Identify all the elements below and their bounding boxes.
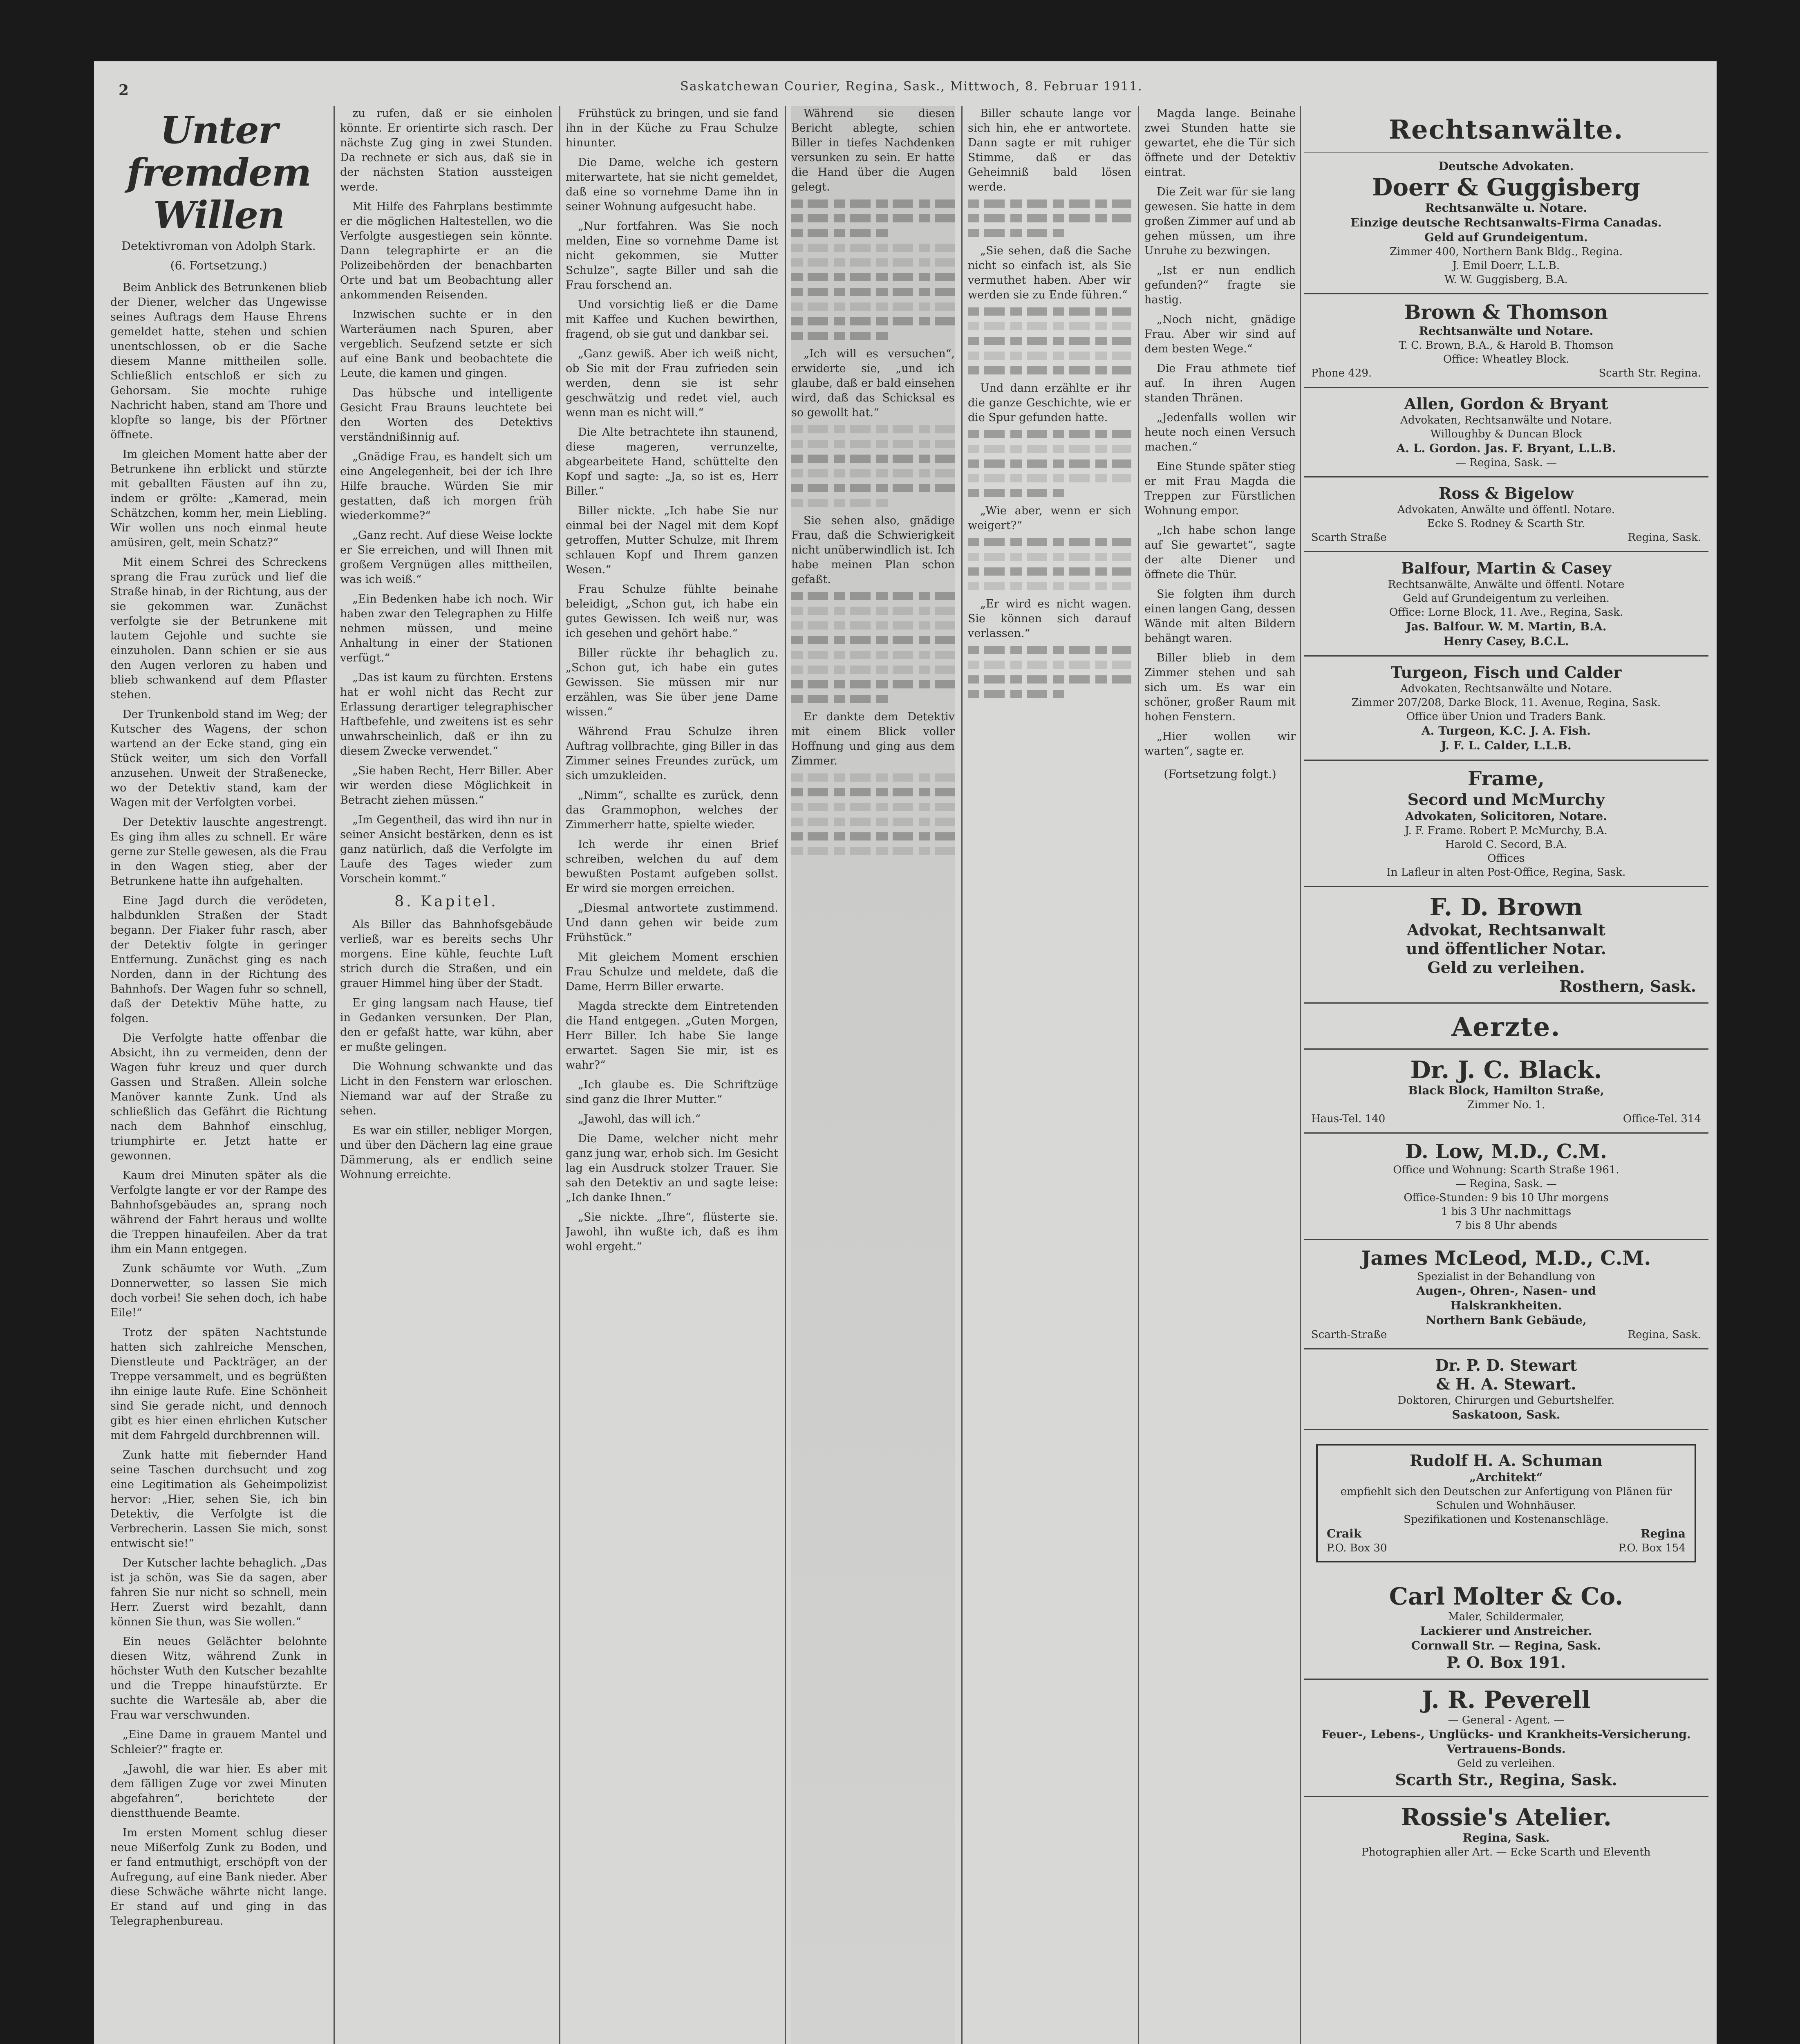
illegible-line (791, 484, 955, 492)
paragraph: Im ersten Moment schlug dieser neue Mißerfolg Zunk zu Boden, und er fand entmuthigt, erschöpft von der Aufregung, auf eine Bank nieder. Aber diese Schwäche währte nicht lange. Er stand auf und ging in das Telegraphenbureau. (110, 1827, 327, 1927)
ad-line: — Regina, Sask. — (1455, 457, 1557, 469)
illegible-line (791, 818, 955, 826)
ad-line: Office über Union und Traders Bank. (1406, 710, 1606, 723)
ad-dr-mcleod (1304, 1240, 1708, 1349)
illegible-line (968, 445, 1131, 453)
ad-row (1323, 1526, 1689, 1541)
ad-kicker: Deutsche Advokaten. (1438, 159, 1574, 173)
paragraph: „Im Gegentheil, das wird ihn nur in seiner Ansicht bestärken, denn es ist ganz natürlich, daß die Verfolgte im Laufe des Tages wieder zum Vorschein kommt.“ (340, 814, 553, 885)
illegible-line (791, 592, 955, 600)
column-5 (968, 106, 1131, 2044)
newspaper-page (94, 61, 1717, 2044)
ad-line: Einzige deutsche Rechtsanwalts-Firma Canadas. (1350, 216, 1662, 229)
illegible-line (791, 773, 955, 782)
illegible-line (968, 337, 1131, 345)
column-rule (1300, 106, 1301, 2044)
ad-line: Photographien aller Art. — Ecke Scarth und Eleventh (1361, 1846, 1651, 1858)
ad-line: In Lafleur in alten Post-Office, Regina, Sask. (1386, 866, 1626, 879)
ad-allen-gordon-bryant (1304, 388, 1708, 477)
illegible-line (791, 244, 955, 252)
column-rule (961, 106, 963, 2044)
ad-line: Regina, Sask. (1628, 1329, 1701, 1341)
paragraph: „Sie haben Recht, Herr Biller. Aber wir werden diese Möglichkeit in Betracht ziehen müssen.“ (340, 764, 553, 807)
paragraph: Magda streckte dem Eintretenden die Hand entgegen. „Guten Morgen, Herr Biller. Ich habe Sie lange erwartet. Sagen Sie mir, ist es wahr?“ (566, 1000, 778, 1071)
illegible-line (968, 214, 1131, 222)
ad-carl-molter (1304, 1576, 1708, 1680)
ad-line: Feuer-, Lebens-, Unglücks- und Krankheits-Versicherung. (1321, 1728, 1691, 1741)
ad-title: D. Low, M.D., C.M. (1405, 1140, 1607, 1163)
ad-line: Willoughby & Duncan Block (1430, 428, 1582, 440)
illegible-line (968, 489, 1069, 497)
illegible-line (968, 538, 1131, 546)
ad-line: Advokat, Rechtsanwalt (1407, 921, 1605, 939)
illegible-line (791, 229, 893, 237)
paragraph: Und vorsichtig ließ er die Dame mit Kaffee und Kuchen bewirthen, fragend, ob sie gut und dankbar sei. (566, 298, 778, 341)
paragraph: Zunk hatte mit fiebernder Hand seine Taschen durchsucht und zog eine Legitimation als Geheimpolizist hervor: „Hier, sehen Sie, ich bin Detektiv, die Verfolgte ist die Verbrecherin. Lassen Sie mich, sonst entwischt sie!“ (110, 1449, 327, 1550)
ad-line: W. W. Guggisberg, B.A. (1444, 273, 1568, 286)
illegible-line (968, 322, 1131, 330)
ad-title: Rudolf H. A. Schuman (1410, 1451, 1603, 1470)
illegible-line (791, 607, 955, 615)
illegible-line (791, 214, 955, 222)
ad-row (1308, 1112, 1704, 1126)
paragraph: „Diesmal antwortete zustimmend. Und dann gehen wir beide zum Frühstück.“ (566, 902, 778, 944)
ad-line: Office: Wheatley Block. (1443, 353, 1569, 365)
ad-line: Zimmer 207/208, Darke Block, 11. Avenue, Regina, Sask. (1351, 697, 1661, 709)
ad-line: „Architekt“ (1469, 1470, 1543, 1484)
ad-line: Offices (1487, 852, 1525, 865)
paragraph: Eine Stunde später stieg er mit Frau Magda die Treppen zur Fürstlichen Wohnung empor. (1144, 460, 1296, 517)
illegible-line (791, 788, 955, 796)
story-byline: Detektivroman von Adolph Stark. (121, 239, 316, 253)
ad-line: Black Block, Hamilton Straße, (1408, 1084, 1604, 1097)
ad-line: Jas. Balfour. W. M. Martin, B.A. (1406, 620, 1607, 633)
paragraph: Die Verfolgte hatte offenbar die Absicht, ihn zu vermeiden, denn der Wagen fuhr kreuz und quer durch Gassen und Straßen. Allein solche Manöver kannte Zunk. Und als schließlich das Gefährt die Richtung nach dem Bahnhof einschlug, triumphirte er. Jetzt hatte er gewonnen. (110, 1032, 327, 1162)
paragraph: Die Alte betrachtete ihn staunend, diese mageren, verrunzelte, abgearbeitete Hand, schüttelte den Kopf und sagte: „Ja, so ist es, Herr Biller.“ (566, 426, 778, 498)
ad-turgeon-fish-calder (1304, 657, 1708, 761)
paragraph: Eine Jagd durch die verödeten, halbdunklen Straßen der Stadt begann. Der Fiaker fuhr rasch, aber der Detektiv folgte in geringer Entfernung. Zunächst ging es nach Norden, dann in der Richtung des Bahnhofs. Der Wagen fuhr so schnell, daß der Detektiv Mühe hatte, zu folgen. (110, 894, 327, 1025)
paragraph: „Sie sehen, daß die Sache nicht so einfach ist, als Sie vermuthet haben. Aber wir werden sie zu Ende führen.“ (968, 244, 1131, 301)
illegible-line (968, 646, 1131, 654)
illegible-line (791, 273, 955, 281)
paragraph: Mit Hilfe des Fahrplans bestimmte er die möglichen Haltestellen, wo die Verfolgte ausgestiegen sein könnte. Dann telegraphirte er an die Polizeibehörden der benachbarten Orte und bat um Beobachtung aller ankommenden Reisenden. (340, 200, 553, 301)
paragraph: Während sie diesen Bericht ablegte, schien Biller in tiefes Nachdenken versunken zu sein. Er hatte die Hand über die Augen gelegt. (791, 107, 955, 193)
ad-fd-brown (1304, 887, 1708, 1004)
ad-title: Secord und McMurchy (1407, 790, 1605, 809)
ad-title: Turgeon, Fisch und Calder (1390, 663, 1622, 681)
paragraph: Ein neues Gelächter belohnte diesen Witz, während Zunk in höchster Wuth den Kutscher bezahlte und die Treppe hinaufstürzte. Er suchte die Wartesäle ab, aber die Frau war verschwunden. (110, 1635, 327, 1721)
illegible-line (791, 651, 955, 659)
paragraph: „Ich will es versuchen“, erwiderte sie, „und ich glaube, daß er bald einsehen wird, daß das Schicksal es so gewollt hat.“ (791, 347, 955, 419)
column-2 (340, 106, 553, 2044)
ad-line: Office-Tel. 314 (1623, 1113, 1701, 1125)
paragraph: Er ging langsam nach Hause, tief in Gedanken versunken. Der Plan, den er gefaßt hatte, war kühn, aber er mußte gelingen. (340, 997, 553, 1053)
paragraph: Inzwischen suchte er in den Warteräumen nach Spuren, aber vergeblich. Seufzend setzte er sich auf eine Bank und beobachtete die Leute, die kamen und gingen. (340, 308, 553, 380)
column-4 (791, 106, 955, 2044)
ad-line: T. C. Brown, B.A., & Harold B. Thomson (1399, 339, 1614, 352)
paragraph: „Ein Bedenken habe ich noch. Wir haben zwar den Telegraphen zu Hilfe nehmen müssen, und meine Anhaltung in einer der Stationen verfügt.“ (340, 593, 553, 664)
ad-line: Rosthern, Sask. (1559, 977, 1696, 995)
ad-line: Rechtsanwälte u. Notare. (1425, 201, 1587, 215)
section-heading-doctors: Aerzte. (1304, 1004, 1708, 1050)
ad-line: Craik (1327, 1527, 1362, 1540)
paragraph: Trotz der späten Nachtstunde hatten sich zahlreiche Menschen, Dienstleute und Packträger, an der Treppe versammelt, und es begrüßten ihn einige laute Rufe. Eine Schönheit sind Sie gerade nicht, und dennoch gibt es hier einen ehrlichen Kutscher mit dem Fahrgeld durchbrennen will. (110, 1326, 327, 1442)
story-title: Unter fremdem Willen (126, 108, 311, 237)
paragraph: Die Zeit war für sie lang gewesen. Sie hatte in dem großen Zimmer auf und ab gehen müssen, um ihre Unruhe zu bezwingen. (1144, 186, 1296, 257)
column-rule (334, 106, 335, 2044)
ad-balfour-martin-casey (1304, 552, 1708, 657)
paragraph: Biller schaute lange vor sich hin, ehe er antwortete. Dann sagte er mit ruhiger Stimme, daß er das Geheimniß bald lösen werde. (968, 107, 1131, 193)
section-heading-lawyers: Rechtsanwälte. (1304, 106, 1708, 152)
installment-label: (6. Fortsetzung.) (170, 259, 267, 272)
ad-line: Office und Wohnung: Scarth Straße 1961. (1393, 1164, 1619, 1176)
ad-row (1323, 1541, 1689, 1555)
paragraph: Zunk schäumte vor Wuth. „Zum Donnerwetter, so lassen Sie mich doch vorbei! Sie sehen doch, ich habe Eile!“ (110, 1262, 327, 1319)
ad-phone: Phone 429. (1311, 367, 1372, 379)
column-6 (1144, 106, 1296, 2044)
ad-title: Dr. J. C. Black. (1410, 1056, 1602, 1084)
ad-title: Frame, (1468, 767, 1545, 790)
ad-box (1316, 1444, 1696, 1562)
illegible-line (968, 229, 1069, 237)
paragraph: Biller nickte. „Ich habe Sie nur einmal bei der Nagel mit dem Kopf getroffen, Mutter Schulze, mit Ihrem schlauen Kopf und Ihrem ganzen Wesen.“ (566, 504, 778, 576)
column-rule (1138, 106, 1139, 2044)
ad-line: Geld auf Grundeigentum zu verleihen. (1403, 592, 1610, 605)
ad-line: Harold C. Secord, B.A. (1445, 838, 1567, 851)
paragraph: „Ganz gewiß. Aber ich weiß nicht, ob Sie mit der Frau zufrieden sein werden, denn sie ist sehr geschwätzig und redet viel, auch wenn man es nicht will.“ (566, 347, 778, 419)
paragraph: „Ganz recht. Auf diese Weise lockte er Sie erreichen, und will Ihnen mit großem Vergnügen alles mittheilen, was ich weiß.“ (340, 529, 553, 586)
column-rule (785, 106, 786, 2044)
ad-line: Office-Stunden: 9 bis 10 Uhr morgens (1404, 1192, 1609, 1204)
ad-line: Lackierer und Anstreicher. (1420, 1624, 1592, 1638)
ad-line: A. Turgeon, K.C. J. A. Fish. (1421, 724, 1591, 737)
ad-line: Advokaten, Anwälte und öffentl. Notare. (1397, 504, 1615, 516)
ad-title: Allen, Gordon & Bryant (1404, 394, 1608, 413)
paragraph: Die Dame, welcher nicht mehr ganz jung war, erhob sich. Im Gesicht lag ein Ausdruck stolzer Trauer. Sie sah den Detektiv an und sagte leise: „Ich danke Ihnen.“ (566, 1132, 778, 1204)
paragraph: Er dankte dem Detektiv mit einem Blick voller Hoffnung und ging aus dem Zimmer. (791, 710, 955, 767)
paragraph: Im gleichen Moment hatte aber der Betrunkene ihn erblickt und stürzte mit geballten Fäusten auf ihn zu, indem er grölte: „Kamerad, mein Schätzchen, komm her, mein Liebling. Wir wollen uns noch einmal heute amüsiren, gelt, mein Schatz?“ (110, 448, 327, 549)
ad-line: Rechtsanwälte, Anwälte und öffentl. Notare (1388, 578, 1625, 591)
paragraph: Mit gleichem Moment erschien Frau Schulze und meldete, daß die Dame, Herrn Biller erwarte. (566, 951, 778, 993)
illegible-line (791, 303, 955, 311)
ad-title: Doerr & Guggisberg (1372, 173, 1640, 201)
ad-line: 7 bis 8 Uhr abends (1455, 1219, 1557, 1232)
illegible-line (791, 440, 955, 448)
paragraph: Biller blieb in dem Zimmer stehen und sah sich um. Es war ein schöner, großer Raum mit hohen Fenstern. (1144, 652, 1296, 723)
ad-line: empfiehlt sich den Deutschen zur Anfertigung von Plänen für Schulen und Wohnhäuser. (1340, 1486, 1672, 1512)
illegible-line (791, 847, 955, 855)
illegible-line (968, 307, 1131, 316)
paragraph: Das hübsche und intelligente Gesicht Frau Brauns leuchtete bei den Worten des Detektivs verständnißinnig auf. (340, 387, 553, 444)
ad-rossie-atelier (1304, 1797, 1708, 1866)
paragraph: Kaum drei Minuten später als die Verfolgte langte er vor der Rampe des Bahnhofsgebäudes an, sprang noch während der Fahrt heraus und wollte die Treppen hinaufeilen. Aber da trat ihm ein Mann entgegen. (110, 1169, 327, 1255)
paragraph: Ich werde ihr einen Brief schreiben, welchen du auf dem bewußten Postamt aufgeben sollst. Er wird sie morgen erreichen. (566, 838, 778, 895)
paragraph: Biller rückte ihr behaglich zu. „Schon gut, ich habe ein gutes Gewissen. Sie müssen mir nur erzählen, was Sie über jene Dame wissen.“ (566, 647, 778, 718)
paragraph: Sie folgten ihm durch einen langen Gang, dessen Wände mit alten Bildern behängt waren. (1144, 588, 1296, 645)
paragraph: „Er wird es nicht wagen. Sie können sich darauf verlassen.“ (968, 598, 1131, 640)
ad-dr-stewart (1304, 1349, 1708, 1430)
page-number: 2 (119, 82, 129, 99)
paragraph: „Ist er nun endlich gefunden?“ fragte sie hastig. (1144, 264, 1296, 306)
illegible-line (791, 288, 955, 296)
ad-title: James McLeod, M.D., C.M. (1361, 1247, 1651, 1270)
ad-line: Rechtsanwälte und Notare. (1419, 324, 1594, 338)
ad-row (1308, 366, 1704, 380)
ad-line: Advokaten, Rechtsanwälte und Notare. (1400, 414, 1612, 426)
illegible-line (968, 661, 1131, 669)
ad-line: Advokaten, Rechtsanwälte und Notare. (1400, 683, 1612, 695)
illegible-line (791, 832, 955, 840)
ad-line: A. L. Gordon. Jas. F. Bryant, L.L.B. (1396, 442, 1616, 455)
illegible-line (968, 352, 1131, 360)
ad-line: Spezialist in der Behandlung von (1417, 1271, 1596, 1283)
ad-title: Brown & Thomson (1404, 301, 1608, 324)
ad-title: Dr. P. D. Stewart (1435, 1356, 1577, 1374)
illegible-line (791, 332, 893, 340)
paragraph: „Wie aber, wenn er sich weigert?“ (968, 504, 1131, 532)
ad-line: J. F. L. Calder, L.L.B. (1441, 739, 1572, 752)
ad-title: Carl Molter & Co. (1389, 1582, 1623, 1610)
running-head: Saskatchewan Courier, Regina, Sask., Mittwoch, 8. Februar 1911. (680, 79, 1143, 94)
ad-brown-thomson (1304, 294, 1708, 388)
ad-line: Office: Lorne Block, 11. Ave., Regina, Sask. (1389, 606, 1623, 619)
ad-line: 1 bis 3 Uhr nachmittags (1441, 1206, 1572, 1218)
paragraph: zu rufen, daß er sie einholen könnte. Er orientirte sich rasch. Der nächste Zug ging in zwei Stunden. Da rechnete er sich aus, daß sie in der nächsten Station aussteigen werde. (340, 107, 553, 193)
illegible-line (791, 258, 955, 267)
ad-line: Saskatoon, Sask. (1452, 1408, 1560, 1421)
ad-line: Scarth Str., Regina, Sask. (1395, 1771, 1617, 1789)
continuation-note: (Fortsetzung folgt.) (1164, 767, 1276, 781)
paragraph: „Jedenfalls wollen wir heute noch einen Versuch machen.“ (1144, 411, 1296, 453)
ad-line: Maler, Schildermaler, (1448, 1611, 1564, 1623)
illegible-line (791, 199, 955, 208)
paragraph: „Gnädige Frau, es handelt sich um eine Angelegenheit, bei der ich Ihre Hilfe brauche. Würden Sie mir gestatten, daß ich morgen früh wiederkomme?“ (340, 450, 553, 522)
ad-line: Advokaten, Solicitoren, Notare. (1405, 809, 1607, 823)
ads-column (1304, 106, 1708, 2044)
ad-line: Regina, Sask. (1462, 1831, 1550, 1845)
paragraph: Die Frau athmete tief auf. In ihren Augen standen Thränen. (1144, 362, 1296, 404)
ad-dr-black (1304, 1050, 1708, 1134)
ad-line: Doktoren, Chirurgen und Geburtshelfer. (1397, 1394, 1615, 1407)
ad-line: — Regina, Sask. — (1455, 1178, 1557, 1190)
ad-dr-low (1304, 1134, 1708, 1240)
paragraph: „Sie nickte. „Ihre“, flüsterte sie. Jawohl, ihn wußte ich, daß es ihm wohl ergeht.“ (566, 1211, 778, 1253)
paragraph: Als Biller das Bahnhofsgebäude verließ, war es bereits sechs Uhr morgens. Eine kühle, feuchte Luft strich durch die Straßen, und ein grauer Himmel hing über der Stadt. (340, 918, 553, 990)
ad-line: Spezifikationen und Kostenanschläge. (1404, 1513, 1609, 1526)
column-rule (559, 106, 560, 2044)
paragraph: Mit einem Schrei des Schreckens sprang die Frau zurück und lief die Straße hinab, in der Richtung, aus der sie gekommen war. Zunächst verfolgte sie der Betrunkene mit lautem Gejohle und suchte sie einzuholen. Dann schien er sie aus den Augen verloren zu haben und blieb schwankend auf dem Pflaster stehen. (110, 556, 327, 701)
illegible-line (968, 199, 1131, 208)
illegible-line (791, 455, 955, 463)
paragraph: „Hier wollen wir warten“, sagte er. (1144, 730, 1296, 758)
ad-title: J. R. Peverell (1422, 1686, 1591, 1714)
ad-line: Regina, Sask. (1628, 531, 1701, 544)
ad-row (1308, 1328, 1704, 1342)
paragraph: „Ich habe schon lange auf Sie gewartet“, sagte der alte Diener und öffnete die Thür. (1144, 524, 1296, 581)
illegible-line (791, 695, 893, 703)
ad-title: & H. A. Stewart. (1436, 1375, 1576, 1393)
illegible-line (968, 582, 1131, 590)
ad-line: P.O. Box 30 (1327, 1542, 1387, 1554)
ad-address: Scarth Str. Regina. (1599, 367, 1701, 379)
ad-line: Northern Bank Gebäude, (1426, 1313, 1587, 1327)
ad-line: Geld zu verleihen. (1427, 958, 1585, 977)
paragraph: Während Frau Schulze ihren Auftrag vollbrachte, ging Biller in das Zimmer seines Freundes zurück, um sich umzukleiden. (566, 725, 778, 782)
ad-ross-bigelow (1304, 477, 1708, 552)
illegible-line (968, 459, 1131, 468)
column-3 (566, 106, 778, 2044)
ad-line: J. Emil Doerr, L.L.B. (1452, 260, 1560, 272)
ad-doerr-guggisberg (1304, 152, 1708, 294)
paragraph: „Das ist kaum zu fürchten. Erstens hat er wohl nicht das Recht zur Erlassung derartiger telegraphischer Haftbefehle, und zweitens ist es sehr unwahrscheinlich, daß er ihn zu diesem Zwecke verwendet.“ (340, 671, 553, 758)
paragraph: Und dann erzählte er ihr die ganze Geschichte, wie er die Spur gefunden hatte. (968, 382, 1131, 424)
illegible-line (968, 474, 1131, 482)
ad-title: F. D. Brown (1429, 893, 1583, 921)
paragraph: „Noch nicht, gnädige Frau. Aber wir sind auf dem besten Wege.“ (1144, 313, 1296, 355)
illegible-line (791, 636, 955, 644)
ad-line: J. F. Frame. Robert P. McMurchy, B.A. (1405, 825, 1607, 837)
paragraph: Sie sehen also, gnädige Frau, daß die Schwierigkeit nicht unüberwindlich ist. Ich habe meinen Plan schon gefaßt. (791, 514, 955, 586)
ad-title: Balfour, Martin & Casey (1401, 559, 1611, 577)
ad-line: Geld auf Grundeigentum. (1424, 231, 1588, 244)
illegible-line (791, 317, 955, 325)
ad-line: — General - Agent. — (1448, 1714, 1565, 1726)
ad-line: Vertrauens-Bonds. (1446, 1742, 1566, 1756)
illegible-line (791, 425, 955, 433)
illegible-line (968, 675, 1131, 684)
paragraph: Der Trunkenbold stand im Weg; der Kutscher des Wagens, der schon wartend an der Ecke stand, ging ein Stück weiter, um sich den Vorfall anzusehen. Unweit der Straßenecke, wo der Detektiv stand, kam der Wagen mit der Verfolgten vorbei. (110, 708, 327, 809)
illegible-line (791, 680, 955, 688)
ad-line: Cornwall Str. — Regina, Sask. (1411, 1639, 1601, 1652)
paragraph: Die Wohnung schwankte und das Licht in den Fenstern war erloschen. Niemand war auf der Straße zu sehen. (340, 1060, 553, 1117)
illegible-line (791, 666, 955, 674)
paragraph: „Jawohl, die war hier. Es aber mit dem fälligen Zuge vor zwei Minuten abgefahren“, berichtete der dienstthuende Beamte. (110, 1763, 327, 1820)
paragraph: „Nimm“, schallte es zurück, denn das Grammophon, welches der Zimmerherr hatte, spielte wieder. (566, 789, 778, 831)
ad-line: Scarth-Straße (1311, 1329, 1387, 1341)
ad-line: Ecke S. Rodney & Scarth Str. (1427, 518, 1585, 530)
ad-line: P. O. Box 191. (1446, 1653, 1566, 1672)
paragraph: „Eine Dame in grauem Mantel und Schleier?“ fragte er. (110, 1728, 327, 1756)
ad-line: Augen-, Ohren-, Nasen- und (1416, 1284, 1596, 1298)
illegible-line (968, 567, 1131, 576)
ad-row (1308, 531, 1704, 545)
paragraph: Der Kutscher lachte behaglich. „Das ist ja schön, was Sie da sagen, aber fahren Sie nur nicht so schnell, mein Herr. Zuerst wird bezahlt, dann können Sie thun, was Sie wollen.“ (110, 1557, 327, 1628)
ad-line: Halskrankheiten. (1450, 1299, 1562, 1312)
ad-title: Rossie's Atelier. (1401, 1803, 1612, 1831)
illegible-line (968, 690, 1069, 698)
paragraph: Der Detektiv lauschte angestrengt. Es ging ihm alles zu schnell. Er wäre gerne zur Stelle gewesen, als die Frau in den Wagen stieg, aber der Betrunkene hatte ihn aufgehalten. (110, 816, 327, 888)
paragraph: Es war ein stiller, nebliger Morgen, und über den Dächern lag eine graue Dämmerung, als er endlich seine Wohnung erreichte. (340, 1124, 553, 1181)
illegible-line (791, 621, 955, 630)
ad-title: Ross & Bigelow (1438, 484, 1574, 502)
illegible-line (791, 499, 893, 507)
paragraph: Die Dame, welche ich gestern miterwartete, hat sie nicht gemeldet, daß eine so vornehme Dame ihn in seiner Wohnung aufgesucht habe. (566, 156, 778, 213)
ad-line: Zimmer 400, Northern Bank Bldg., Regina. (1389, 246, 1623, 258)
paragraph: Frau Schulze fühlte beinahe beleidigt, „Schon gut, ich habe ein gutes Gewissen. Ich weiß nur, was ich gesehen und gehört habe.“ (566, 583, 778, 640)
paragraph: „Ich glaube es. Die Schriftzüge sind ganz die Ihrer Mutter.“ (566, 1078, 778, 1106)
ad-schuman (1304, 1430, 1708, 1576)
ad-line: P.O. Box 154 (1618, 1542, 1686, 1554)
ad-line: Scarth Straße (1311, 531, 1387, 544)
column-1 (110, 106, 327, 2044)
illegible-line (791, 469, 955, 477)
ad-line: Zimmer No. 1. (1467, 1099, 1545, 1111)
illegible-line (968, 553, 1131, 561)
paragraph: Magda lange. Beinahe zwei Stunden hatte sie gewartet, ehe die Tür sich öffnete und der Detektiv eintrat. (1144, 107, 1296, 179)
ad-frame-secord-mcmurchy (1304, 761, 1708, 887)
paragraph: Beim Anblick des Betrunkenen blieb der Diener, welcher das Ungewisse seines Auftrags dem Hause Ehrens gemeldet hatte, stehen und schien unentschlossen, ob er die Sache diesem Manne mittheilen solle. Schließlich entschloß er sich zu Gehorsam. Sie mochte ruhige Nachricht haben, stand am Thore und klopfte so lange, bis der Pförtner öffnete. (110, 281, 327, 441)
ad-line: Henry Casey, B.C.L. (1443, 634, 1569, 648)
illegible-line (968, 430, 1131, 438)
chapter-heading: 8. Kapitel. (394, 893, 498, 910)
paragraph: „Nur fortfahren. Was Sie noch melden, Eine so vornehme Dame ist nicht gekommen, sie Mutter Schulze“, sagte Biller und sah die Frau forschend an. (566, 220, 778, 291)
ad-line: Regina (1641, 1527, 1686, 1540)
ad-line: Geld zu verleihen. (1457, 1757, 1555, 1770)
illegible-line (791, 803, 955, 811)
ad-line: Haus-Tel. 140 (1311, 1113, 1386, 1125)
illegible-line (968, 366, 1131, 374)
ad-line: und öffentlicher Notar. (1406, 939, 1607, 958)
paragraph: „Jawohl, das will ich.“ (578, 1113, 701, 1125)
ad-peverell (1304, 1680, 1708, 1797)
paragraph: Frühstück zu bringen, und sie fand ihn in der Küche zu Frau Schulze hinunter. (566, 107, 778, 149)
